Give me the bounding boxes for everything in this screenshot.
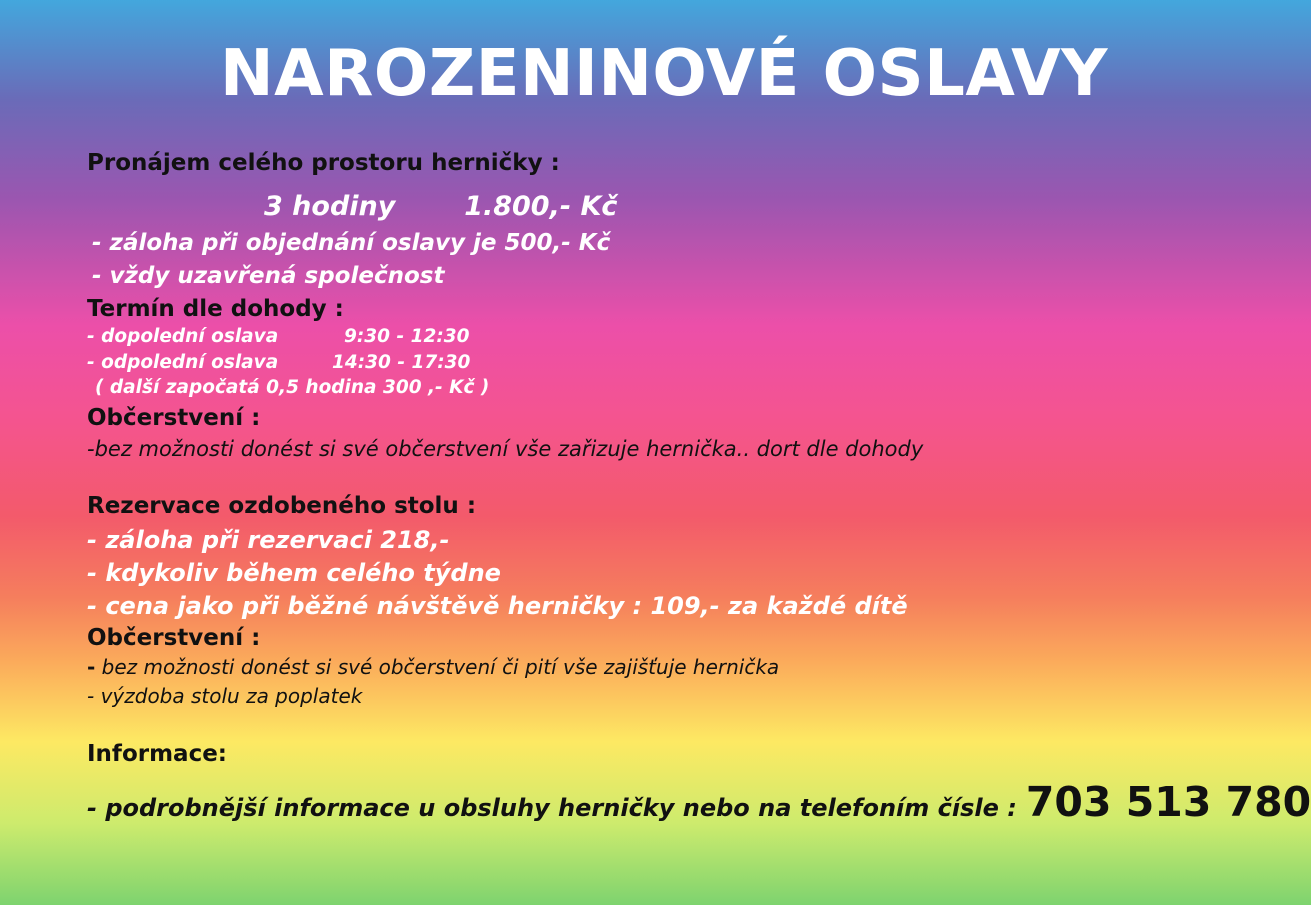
rental-price-row bbox=[264, 193, 617, 220]
refreshment-heading-1: Občerstvení : bbox=[87, 405, 261, 431]
term-slot-morning-label: - dopolední oslava bbox=[87, 326, 279, 347]
term-slot-afternoon-label: - odpolední oslava bbox=[87, 352, 279, 373]
term-slot-morning bbox=[87, 328, 278, 347]
rental-duration: 3 hodiny bbox=[264, 191, 396, 222]
info-heading: Informace: bbox=[87, 741, 227, 767]
refreshment-text-2-body: bez možnosti donést si své občerstvení či pití vše zajišťuje hernička bbox=[101, 655, 780, 679]
term-extra: ( další započatá 0,5 hodina 300 ,- Kč ) bbox=[95, 377, 490, 398]
rental-price: 1.800,- Kč bbox=[464, 191, 618, 222]
term-heading: Termín dle dohody : bbox=[87, 296, 344, 322]
phone-number: 703 513 780 bbox=[1025, 778, 1311, 826]
table-reservation-deposit: - záloha při rezervaci 218,- bbox=[87, 526, 450, 554]
term-slot-morning-time: 9:30 - 12:30 bbox=[344, 326, 470, 347]
rental-note-private: - vždy uzavřená společnost bbox=[92, 263, 445, 289]
refreshment-text-1: -bez možnosti donést si své občerstvení vše zařizuje hernička.. dort dle dohody bbox=[87, 437, 924, 461]
table-reservation-heading: Rezervace ozdobeného stolu : bbox=[87, 493, 477, 519]
term-slot-afternoon bbox=[87, 354, 278, 373]
info-text: - podrobnější informace u obsluhy herničky nebo na telefoním čísle : bbox=[87, 794, 1017, 822]
rental-heading: Pronájem celého prostoru herničky : bbox=[87, 150, 560, 176]
table-reservation-price: - cena jako při běžné návštěvě herničky : 109,- za každé dítě bbox=[87, 592, 908, 620]
refreshment-heading-2: Občerstvení : bbox=[87, 625, 261, 651]
page-title: NAROZENINOVÉ OSLAVY bbox=[220, 37, 1108, 111]
table-reservation-anytime: - kdykoliv během celého týdne bbox=[87, 559, 501, 587]
refreshment-text-2-dash: - bbox=[87, 655, 96, 679]
info-contact bbox=[87, 778, 1311, 826]
rental-note-deposit: - záloha při objednání oslavy je 500,- Kč bbox=[92, 230, 611, 256]
term-slot-afternoon-time: 14:30 - 17:30 bbox=[332, 352, 471, 373]
refreshment-decoration: - výzdoba stolu za poplatek bbox=[87, 684, 363, 708]
refreshment-text-2 bbox=[87, 657, 779, 677]
